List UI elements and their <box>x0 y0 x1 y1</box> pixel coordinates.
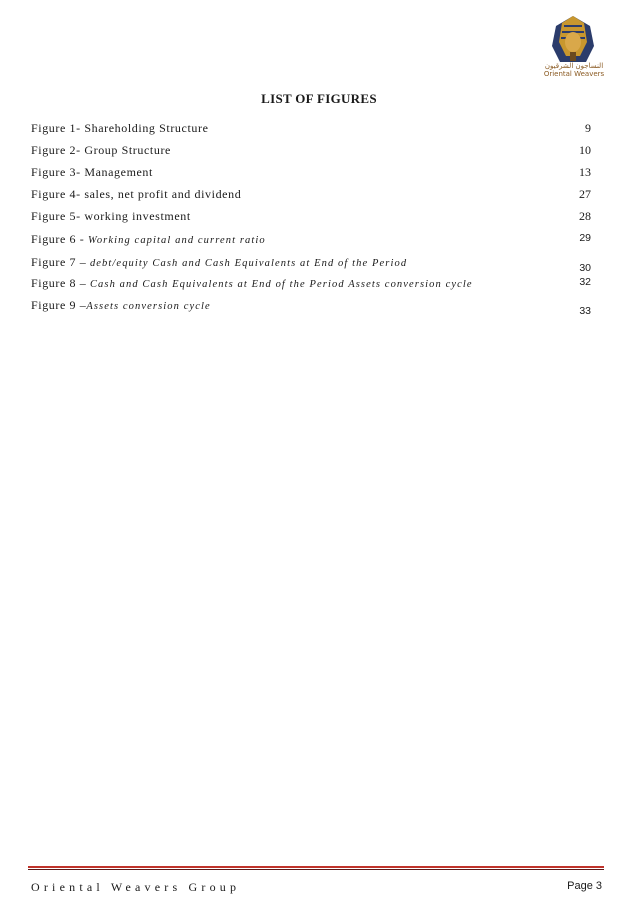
figure-entry-label: Figure 2- Group Structure <box>31 143 171 157</box>
figure-entry-label: Figure 1- Shareholding Structure <box>31 121 209 135</box>
figure-entry-page: 32 <box>579 276 591 288</box>
figure-entry[interactable] <box>31 165 591 181</box>
footer-divider-thin <box>28 869 604 870</box>
figure-entry[interactable] <box>31 209 591 225</box>
figure-entry[interactable] <box>31 255 591 274</box>
footer-divider <box>28 866 604 868</box>
figure-entry-label: Figure 4- sales, net profit and dividend <box>31 187 242 201</box>
figure-entry-page: 13 <box>579 165 591 179</box>
logo-arabic: النساجون الشرقيون <box>544 62 604 70</box>
figure-entry[interactable] <box>31 232 591 248</box>
figure-entry[interactable] <box>31 298 591 317</box>
figure-entry-label: Figure 9 –Assets conversion cycle <box>31 298 211 312</box>
figure-entry[interactable] <box>31 187 591 203</box>
figure-entry-label: Figure 3- Management <box>31 165 153 179</box>
page-title: LIST OF FIGURES <box>261 91 377 106</box>
figure-entry-page: 10 <box>579 143 591 157</box>
figure-entry-page: 30 <box>579 262 591 274</box>
figure-entry-label: Figure 8 – Cash and Cash Equivalents at End of the Period Assets conversion cycle <box>31 276 473 290</box>
figure-entry-label: Figure 7 – debt/equity Cash and Cash Equivalents at End of the Period <box>31 255 408 269</box>
figure-entry-page: 33 <box>579 305 591 317</box>
logo-caption <box>538 62 610 78</box>
figure-entry[interactable] <box>31 121 591 137</box>
figure-entry-page: 29 <box>579 232 591 244</box>
footer-page-number: Page 3 <box>567 880 602 892</box>
figure-entry-label: Figure 6 - Working capital and current ratio <box>31 232 266 246</box>
figure-entry-page: 28 <box>579 209 591 223</box>
figure-entry[interactable] <box>31 143 591 159</box>
footer-company: Oriental Weavers Group <box>31 880 241 894</box>
logo-english: Oriental Weavers <box>543 70 605 78</box>
figure-entry-page: 27 <box>579 187 591 201</box>
figure-entry-page: 9 <box>585 121 591 135</box>
figure-entry-label: Figure 5- working investment <box>31 209 191 223</box>
figure-entry[interactable] <box>31 276 591 292</box>
